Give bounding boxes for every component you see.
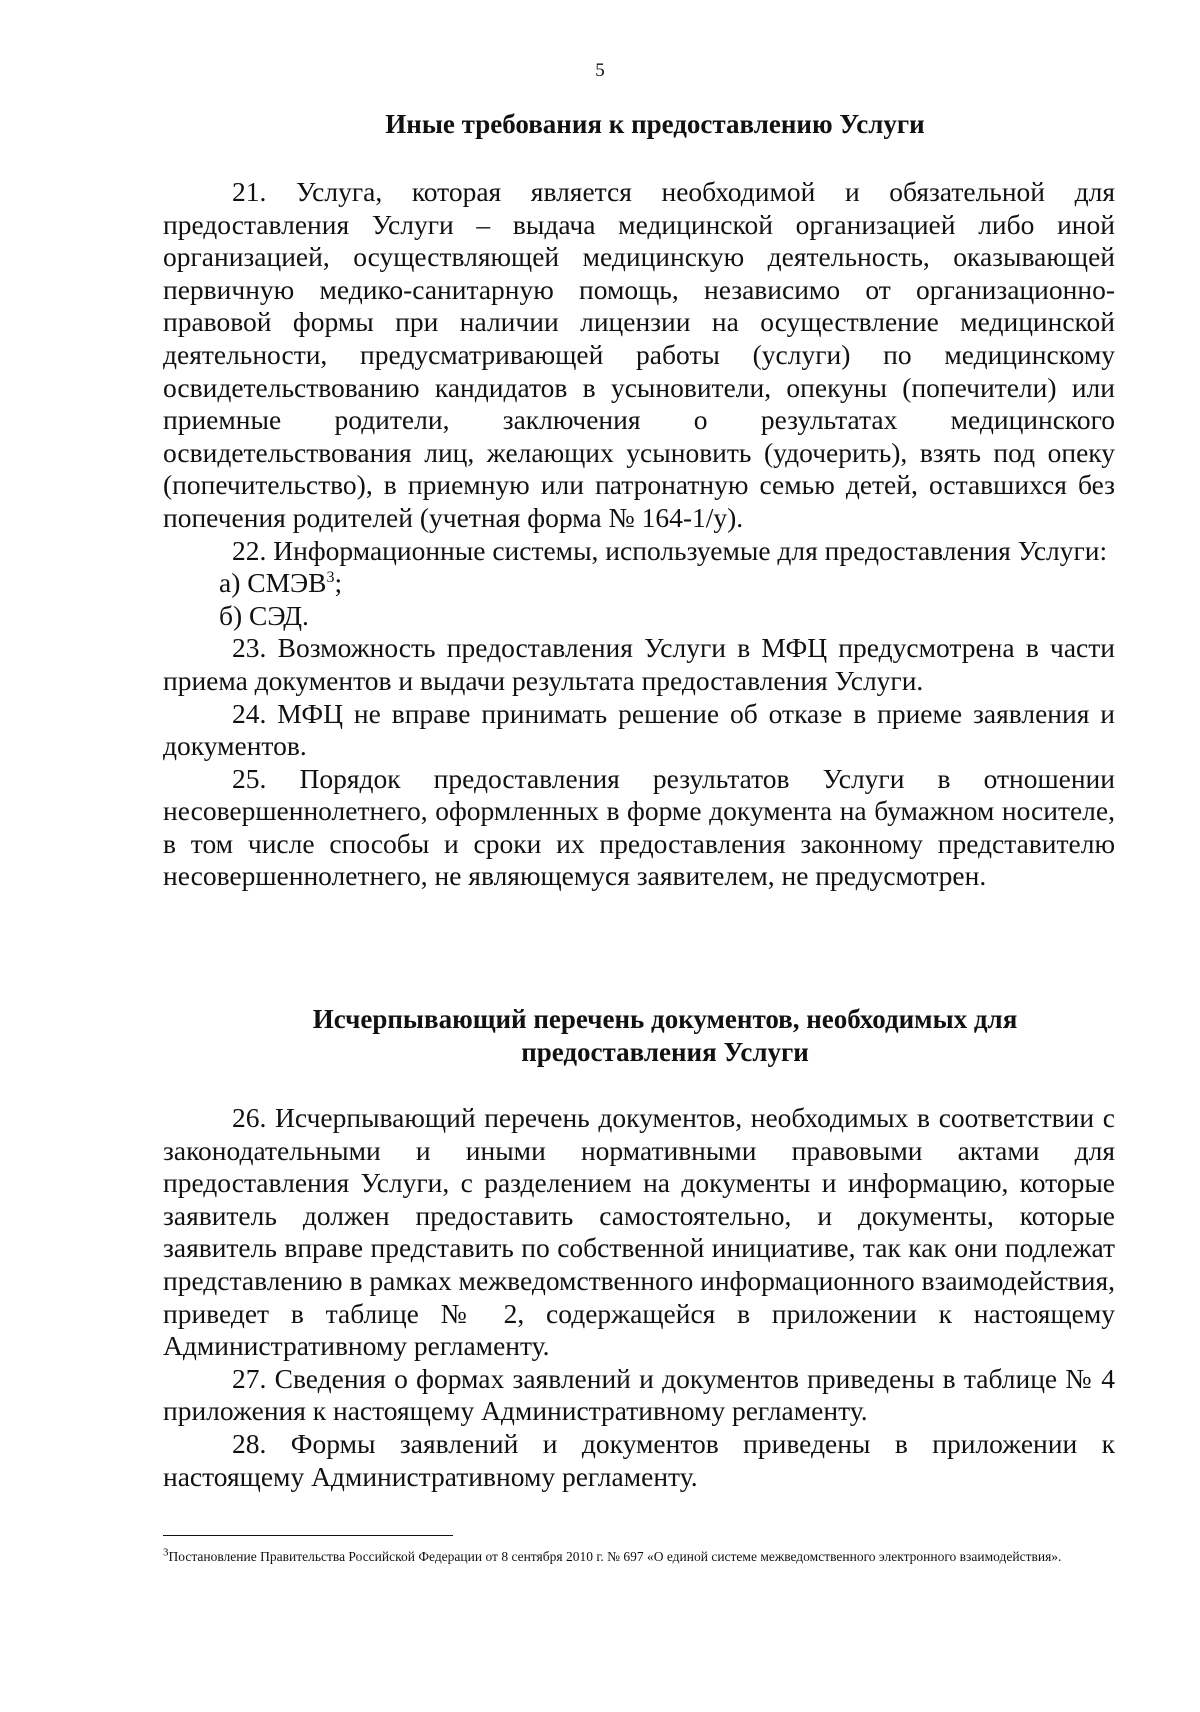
- paragraph-22a-text: а) СМЭВ: [219, 567, 327, 599]
- footnote-divider: [163, 1535, 453, 1536]
- section-heading-line-1: Исчерпывающий перечень документов, необходимых для: [312, 1004, 1018, 1034]
- section-body-documents-list: [163, 1102, 1115, 1493]
- paragraph-23: 23. Возможность предоставления Услуги в МФЦ предусмотрена в части приема документов и выдачи результата предоставления Услуги.: [163, 632, 1115, 696]
- paragraph-27: 27. Сведения о формах заявлений и документов приведены в таблице № 4 приложения к настоящему Административному регламенту.: [163, 1362, 1115, 1427]
- paragraph-22: 22. Информационные системы, используемые для предоставления Услуги:: [232, 534, 1108, 566]
- section-heading-documents-list: [200, 1003, 1130, 1069]
- paragraph-26: 26. Исчерпывающий перечень документов, необходимых в соответствии с законодательными и иными нормативными правовыми актами для предоставления Услуги, с разделением на документы и информацию, которые заявитель должен предоставить самостоятельно, и документы, которые заявитель вправе представить по собственной инициативе, так как они подлежат представлению в рамках межведомственного информационного взаимодействия, приведет в таблице № 2, содержащейся в приложении к настоящему Административному регламенту.: [163, 1102, 1115, 1362]
- page-number: 5: [595, 60, 605, 81]
- paragraph-24: 24. МФЦ не вправе принимать решение об отказе в приеме заявления и документов.: [163, 697, 1115, 762]
- section-heading-other-requirements: Иные требования к предоставлению Услуги: [385, 109, 925, 139]
- footnote: [163, 1546, 1115, 1568]
- paragraph-25: 25. Порядок предоставления результатов Услуги в отношении несовершеннолетнего, оформленных в форме документа на бумажном носителе, в том числе способы и сроки их предоставления законному представителю несовершеннолетнего, не являющемуся заявителем, не предусмотрен.: [163, 762, 1115, 892]
- paragraph-22b: б) СЭД.: [219, 599, 309, 631]
- footnote-reference: 3: [326, 568, 335, 586]
- paragraph-21: 21. Услуга, которая является необходимой и обязательной для предоставления Услуги – выдача медицинской организацией либо иной организацией, осуществляющей медицинскую деятельность, оказывающей первичную медико-санитарную помощь, независимо от организационно-правовой формы при наличии лицензии на осуществление медицинской деятельности, предусматривающей работы (услуги) по медицинскому освидетельствованию кандидатов в усыновители, опекуны (попечители) или приемные родители, заключения о результатах медицинского освидетельствования лиц, желающих усыновить (удочерить), взять под опеку (попечительство), в приемную или патронатную семью детей, оставшихся без попечения родителей (учетная форма № 164-1/у).: [163, 176, 1115, 533]
- paragraph-28: 28. Формы заявлений и документов приведены в приложении к настоящему Административному регламенту.: [163, 1427, 1115, 1492]
- paragraph-22a: [163, 567, 1115, 600]
- section-heading-line-2: предоставления Услуги: [521, 1037, 809, 1067]
- section-body-other-requirements: [163, 176, 1115, 893]
- paragraph-22a-end: ;: [334, 567, 343, 599]
- footnote-text: Постановление Правительства Российской Федерации от 8 сентября 2010 г. № 697 «О единой системе межведомственного электронного взаимодействия».: [168, 1549, 1062, 1564]
- footnote-marker: 3: [163, 1546, 169, 1559]
